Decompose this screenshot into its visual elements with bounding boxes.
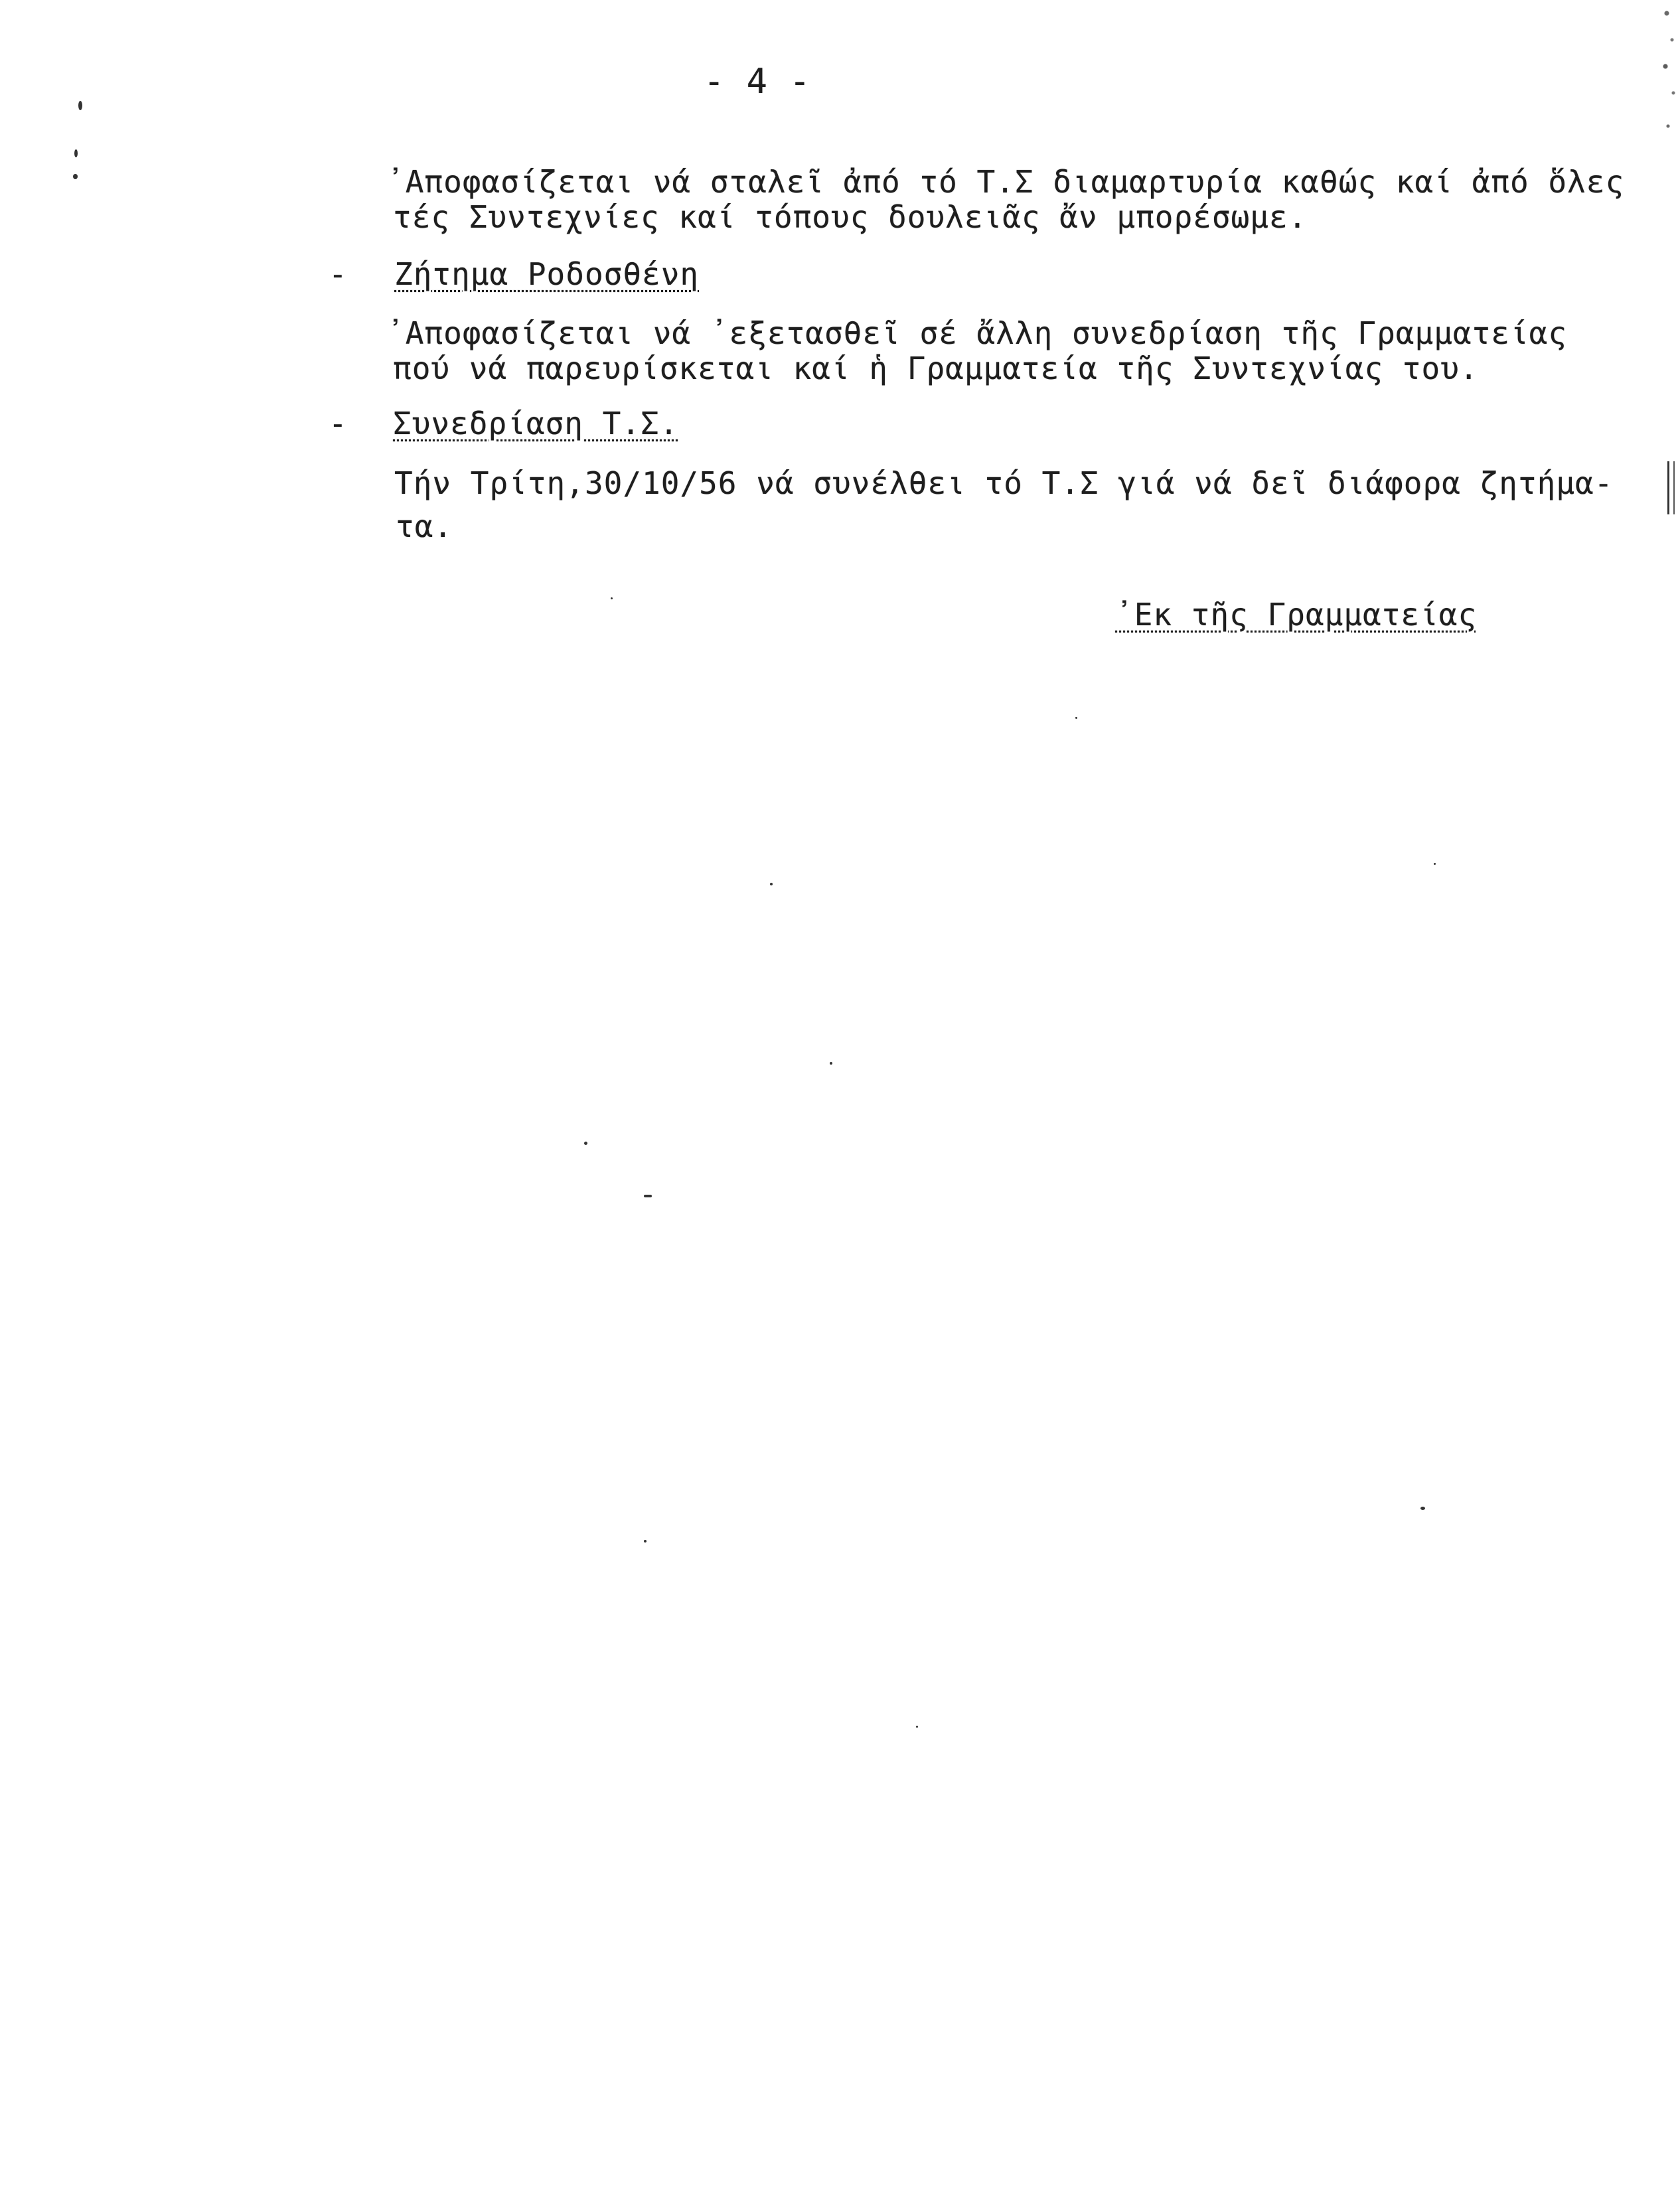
margin-speck: [78, 101, 82, 110]
section-heading-rodosthenis: Ζήτημα Ροδοσθένη: [394, 256, 700, 292]
paragraph-1-line-2: τές Συντεχνίες καί τόπους δουλειᾶς ἄν μπορέσωμε.: [393, 199, 1308, 235]
margin-bracket-mark: [1667, 461, 1675, 514]
paragraph-2-line-2: πού νά παρευρίσκεται καί ἡ Γραμματεία τῆς Συντεχνίας του.: [393, 350, 1479, 386]
dust-speck: [770, 883, 773, 885]
dust-speck: [644, 1540, 647, 1543]
bullet-dash: -: [329, 256, 348, 292]
paragraph-3-line-2: τα.: [396, 508, 453, 544]
scan-edge-noise: [1660, 0, 1680, 153]
dust-speck: [1075, 717, 1077, 719]
page-number: - 4 -: [704, 62, 811, 102]
dust-speck: [830, 1062, 832, 1065]
signature-line: ᾿Εκ τῆς Γραμματείας: [1115, 597, 1478, 633]
dust-speck: [1434, 863, 1436, 865]
bullet-dash: -: [329, 406, 348, 441]
dust-speck: [916, 1726, 918, 1728]
paragraph-1-line-1: ᾿Αποφασίζεται νά σταλεῖ ἀπό τό Τ.Σ διαμαρτυρία καθώς καί ἀπό ὅλες: [386, 164, 1625, 200]
margin-speck: [73, 174, 78, 179]
paragraph-3-line-1: Τήν Τρίτη,30/10/56 νά συνέλθει τό Τ.Σ γιά νά δεῖ διάφορα ζητήμα-: [394, 465, 1614, 501]
dust-speck: [644, 1195, 652, 1197]
dust-speck: [584, 1142, 587, 1145]
paragraph-2-line-1: ᾿Αποφασίζεται νά ᾿εξετασθεῖ σέ ἄλλη συνεδρίαση τῆς Γραμματείας: [386, 315, 1568, 351]
margin-speck: [74, 149, 78, 157]
dust-speck: [611, 597, 613, 599]
dust-speck: [1420, 1507, 1425, 1510]
section-heading-synedriasi: Συνεδρίαση Τ.Σ.: [393, 406, 679, 441]
